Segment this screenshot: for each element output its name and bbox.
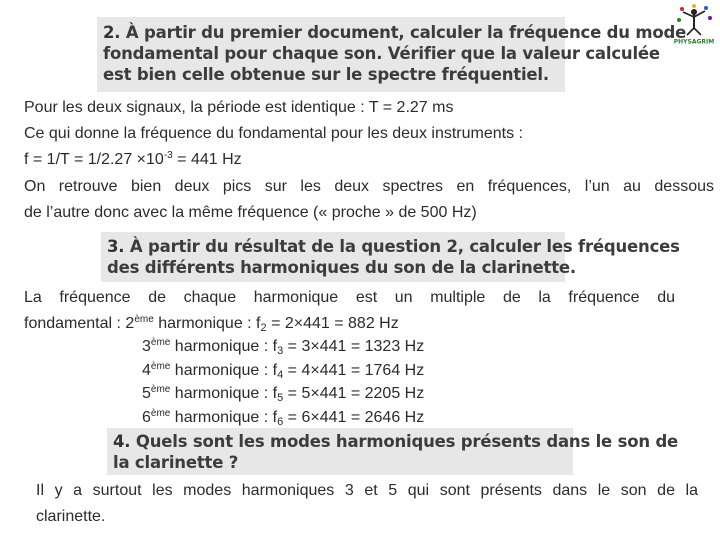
harmonic-label: harmonique : f xyxy=(170,361,278,379)
question-4-box xyxy=(107,428,679,475)
answer-line: Pour les deux signaux, la période est identique : T = 2.27 ms xyxy=(24,99,454,116)
harmonic-rank: 6 xyxy=(142,408,151,426)
harmonic-row xyxy=(142,382,424,406)
frequency-index: 5 xyxy=(277,392,284,404)
question-3-box xyxy=(101,232,680,282)
harmonic-equation: = 2×441 = 882 Hz xyxy=(266,315,399,332)
answer-line: clarinette. xyxy=(36,508,106,525)
harmonic-equation: = 6×441 = 2646 Hz xyxy=(283,408,425,426)
answer-prefix: fondamental : xyxy=(24,315,126,332)
harmonic-equation: = 5×441 = 2205 Hz xyxy=(283,385,425,402)
question-text-line: est bien celle obtenue sur le spectre fréquentiel. xyxy=(103,65,549,84)
logo-label: PHYSAGRIM xyxy=(673,38,715,46)
question-text-line: la clarinette ? xyxy=(113,453,239,472)
question-2-box xyxy=(97,17,687,92)
frequency-index: 6 xyxy=(277,415,284,428)
answer-line: Il y a surtout les modes harmoniques 3 et 5 qui sont présents dans le son de la xyxy=(36,482,698,499)
harmonic-equation: = 3×441 = 1323 Hz xyxy=(283,338,425,355)
frequency-formula xyxy=(24,147,664,173)
formula-part: f = 1/T = 1/2.27 ×10 xyxy=(24,151,164,168)
harmonic-list xyxy=(142,335,424,429)
harmonic-rank: 3 xyxy=(142,338,151,355)
formula-result: = 441 Hz xyxy=(172,151,242,168)
harmonic-rank: 4 xyxy=(142,361,151,379)
answer-line: Ce qui donne la fréquence du fondamental pour les deux instruments : xyxy=(24,125,523,142)
harmonic-rank: 5 xyxy=(142,385,151,402)
ordinal-suffix: ème xyxy=(134,314,154,325)
frequency-index: 2 xyxy=(260,322,267,334)
harmonic-label: harmonique : f xyxy=(170,385,278,402)
answer-line: On retrouve bien deux pics sur les deux spectres en fréquences, l’un au dessous xyxy=(24,178,714,195)
ordinal-suffix: ème xyxy=(150,360,171,372)
harmonic-equation: = 4×441 = 1764 Hz xyxy=(283,361,425,379)
question-text-line: À partir du résultat de la question 2, calculer les fréquences xyxy=(129,237,680,256)
question-number: 3. xyxy=(107,237,125,256)
question-number: 2. xyxy=(103,23,121,42)
answer-line: La fréquence de chaque harmonique est un multiple de la fréquence du xyxy=(24,289,675,306)
harmonic-rank: 2 xyxy=(125,315,135,332)
frequency-index: 4 xyxy=(277,368,284,381)
answer-2-text xyxy=(24,95,664,173)
harmonic-label: harmonique : f xyxy=(170,408,278,426)
ordinal-suffix: ème xyxy=(150,407,171,419)
question-text-line: Quels sont les modes harmoniques présents dans le son de xyxy=(135,432,679,451)
frequency-index: 3 xyxy=(277,345,284,357)
question-number: 4. xyxy=(113,432,131,451)
exponent: -3 xyxy=(163,150,173,161)
answer-2-conclusion xyxy=(24,174,714,226)
harmonic-row xyxy=(142,335,424,359)
harmonic-row xyxy=(125,315,398,332)
question-text-line: des différents harmoniques du son de la clarinette. xyxy=(107,258,576,277)
question-text-line: À partir du premier document, calculer la fréquence du mode xyxy=(125,23,687,42)
harmonic-row xyxy=(142,359,424,383)
answer-line-with-first-harmonic xyxy=(24,311,675,337)
answer-line: de l’autre donc avec la même fréquence (« proche » de 500 Hz) xyxy=(24,204,477,221)
harmonic-label: harmonique : f xyxy=(170,338,278,355)
answer-3-text xyxy=(24,285,675,337)
harmonic-row xyxy=(142,406,424,430)
harmonic-label: harmonique : f xyxy=(153,315,261,332)
ordinal-suffix: ème xyxy=(150,384,171,395)
ordinal-suffix: ème xyxy=(150,337,171,348)
question-text-line: fondamental pour chaque son. Vérifier que la valeur calculée xyxy=(103,44,660,63)
answer-4-text xyxy=(36,478,698,530)
